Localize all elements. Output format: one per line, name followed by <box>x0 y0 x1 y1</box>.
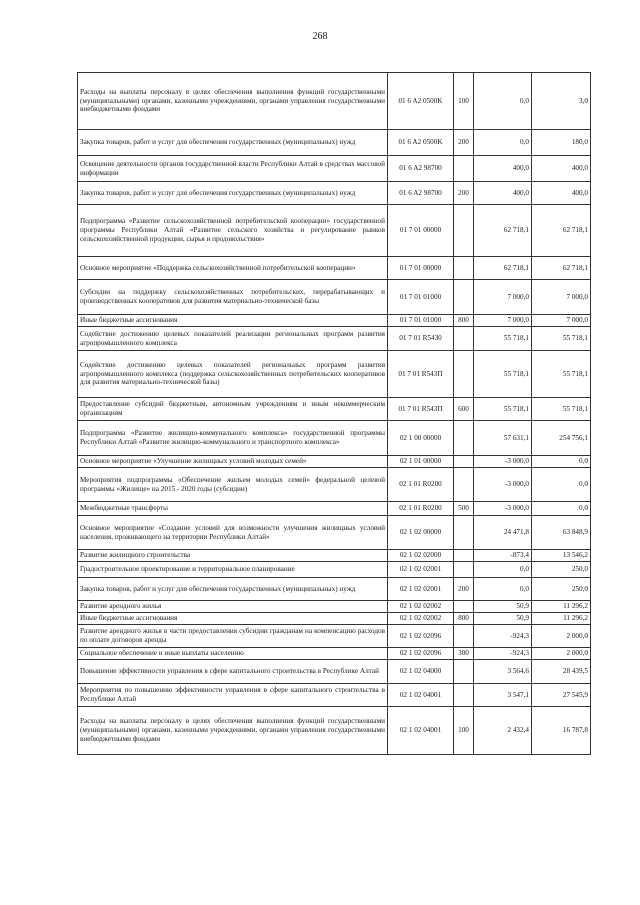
row-code-cell: 01 6 A2 0500K <box>388 73 454 130</box>
row-amount-1-cell: 0,0 <box>474 130 532 156</box>
row-name-cell: Развитие арендного жилья в части предоставления субсидии гражданам на компенсацию расходов по оплате договоров аренды <box>78 625 388 648</box>
row-name-cell: Расходы на выплаты персоналу в целях обеспечения выполнения функций государственными (муниципальными) органами, казенными учреждениями, органами управления государственными внебюджетными фондами <box>78 707 388 755</box>
row-expense-type-cell <box>454 601 474 613</box>
row-amount-1-cell: -3 000,0 <box>474 502 532 516</box>
table-row <box>78 707 591 755</box>
row-expense-type-cell <box>454 550 474 562</box>
row-amount-1-cell: 55 718,1 <box>474 327 532 351</box>
table-row <box>78 280 591 315</box>
row-amount-1-cell: 400,0 <box>474 182 532 205</box>
row-amount-2-cell: 16 787,8 <box>532 707 591 755</box>
row-name-cell: Расходы на выплаты персоналу в целях обеспечения выполнения функций государственными (муниципальными) органами, казенными учреждениями, органами управления государственными внебюджетными фондами <box>78 73 388 130</box>
row-expense-type-cell <box>454 684 474 707</box>
row-name-cell: Предоставление субсидий бюджетным, автономным учреждениям и иным некоммерческим организациям <box>78 398 388 421</box>
row-amount-2-cell: 11 296,2 <box>532 601 591 613</box>
row-amount-2-cell: 11 296,2 <box>532 613 591 625</box>
row-amount-2-cell: 7 000,0 <box>532 315 591 327</box>
row-name-cell: Субсидии на поддержку сельскохозяйственных потребительских, перерабатывающих и производственных кооперативов для развития материально-технической базы <box>78 280 388 315</box>
row-amount-2-cell: 0,0 <box>532 456 591 468</box>
row-code-cell: 02 1 02 02002 <box>388 601 454 613</box>
table-row <box>78 398 591 421</box>
table-row <box>78 562 591 578</box>
row-amount-1-cell: 7 000,0 <box>474 280 532 315</box>
row-amount-1-cell: 62 718,1 <box>474 257 532 280</box>
row-code-cell: 01 7 01 00000 <box>388 205 454 257</box>
table-row <box>78 327 591 351</box>
row-code-cell: 02 1 02 00000 <box>388 516 454 550</box>
row-expense-type-cell <box>454 516 474 550</box>
row-name-cell: Содействие достижению целевых показателей реализации региональных программ развития агропромышленного комплекса <box>78 327 388 351</box>
row-amount-2-cell: 0,0 <box>532 502 591 516</box>
row-expense-type-cell <box>454 205 474 257</box>
row-amount-1-cell: 2 432,4 <box>474 707 532 755</box>
row-amount-1-cell: -3 000,0 <box>474 468 532 502</box>
row-expense-type-cell: 200 <box>454 578 474 601</box>
row-name-cell: Содействие достижению целевых показателей региональных программ развития агропромышленного комплекса (поддержка сельскохозяйственных потребительских кооперативов для развития материально-технической базы) <box>78 351 388 398</box>
row-amount-1-cell: -873,4 <box>474 550 532 562</box>
row-expense-type-cell: 200 <box>454 182 474 205</box>
row-amount-1-cell: 55 718,1 <box>474 398 532 421</box>
row-code-cell: 01 6 A2 98700 <box>388 182 454 205</box>
table-row <box>78 130 591 156</box>
table-row <box>78 502 591 516</box>
row-amount-2-cell: 250,0 <box>532 578 591 601</box>
row-expense-type-cell <box>454 456 474 468</box>
table-row <box>78 601 591 613</box>
row-expense-type-cell <box>454 562 474 578</box>
row-expense-type-cell <box>454 156 474 182</box>
row-name-cell: Повышение эффективности управления в сфере капитального строительства в Республике Алтай <box>78 660 388 684</box>
row-amount-1-cell: -3 000,0 <box>474 456 532 468</box>
row-code-cell: 01 6 A2 98700 <box>388 156 454 182</box>
row-code-cell: 01 6 A2 0500K <box>388 130 454 156</box>
row-amount-2-cell: 62 718,1 <box>532 257 591 280</box>
table-row <box>78 613 591 625</box>
row-amount-1-cell: 3 547,1 <box>474 684 532 707</box>
row-expense-type-cell: 200 <box>454 130 474 156</box>
row-code-cell: 02 1 00 00000 <box>388 421 454 456</box>
row-code-cell: 02 1 02 02096 <box>388 625 454 648</box>
row-amount-2-cell: 400,0 <box>532 156 591 182</box>
table-row <box>78 73 591 130</box>
row-amount-2-cell: 400,0 <box>532 182 591 205</box>
table-row <box>78 468 591 502</box>
table-row <box>78 156 591 182</box>
row-name-cell: Закупка товаров, работ и услуг для обеспечения государственных (муниципальных) нужд <box>78 130 388 156</box>
row-expense-type-cell: 300 <box>454 648 474 660</box>
row-expense-type-cell <box>454 421 474 456</box>
table-row <box>78 182 591 205</box>
budget-table-body <box>78 73 591 755</box>
row-amount-1-cell: 0,0 <box>474 578 532 601</box>
row-name-cell: Основное мероприятие «Улучшение жилищных условий молодых семей» <box>78 456 388 468</box>
row-amount-2-cell: 0,0 <box>532 468 591 502</box>
row-expense-type-cell <box>454 625 474 648</box>
row-expense-type-cell <box>454 280 474 315</box>
table-row <box>78 660 591 684</box>
row-code-cell: 02 1 02 02001 <box>388 578 454 601</box>
row-amount-2-cell: 28 439,5 <box>532 660 591 684</box>
table-row <box>78 257 591 280</box>
row-amount-1-cell: 0,0 <box>474 73 532 130</box>
table-row <box>78 684 591 707</box>
row-amount-2-cell: 2 000,0 <box>532 625 591 648</box>
row-amount-1-cell: 50,9 <box>474 613 532 625</box>
table-row <box>78 351 591 398</box>
row-expense-type-cell: 100 <box>454 707 474 755</box>
row-amount-1-cell: 7 000,0 <box>474 315 532 327</box>
row-amount-1-cell: 0,0 <box>474 562 532 578</box>
row-amount-2-cell: 7 000,0 <box>532 280 591 315</box>
row-name-cell: Основное мероприятие «Создание условий для возможности улучшения жилищных условий населения, проживающего на территории Республики Алтай» <box>78 516 388 550</box>
row-amount-2-cell: 2 000,0 <box>532 648 591 660</box>
row-name-cell: Подпрограмма «Развитие жилищно-коммунального комплекса» государственной программы Республики Алтай «Развитие жилищно-коммунального и транспортного комплекса» <box>78 421 388 456</box>
row-code-cell: 01 7 01 01000 <box>388 280 454 315</box>
table-row <box>78 315 591 327</box>
row-amount-2-cell: 3,0 <box>532 73 591 130</box>
row-expense-type-cell: 100 <box>454 73 474 130</box>
row-expense-type-cell: 800 <box>454 315 474 327</box>
table-row <box>78 648 591 660</box>
row-name-cell: Закупка товаров, работ и услуг для обеспечения государственных (муниципальных) нужд <box>78 578 388 601</box>
row-code-cell: 02 1 02 04001 <box>388 684 454 707</box>
row-amount-2-cell: 55 718,1 <box>532 398 591 421</box>
row-amount-2-cell: 13 546,2 <box>532 550 591 562</box>
row-amount-1-cell: 400,0 <box>474 156 532 182</box>
row-name-cell: Социальное обеспечение и иные выплаты населению <box>78 648 388 660</box>
row-expense-type-cell: 800 <box>454 613 474 625</box>
row-code-cell: 02 1 01 00000 <box>388 456 454 468</box>
table-row <box>78 516 591 550</box>
row-amount-2-cell: 62 718,1 <box>532 205 591 257</box>
table-row <box>78 550 591 562</box>
row-code-cell: 01 7 01 00000 <box>388 257 454 280</box>
row-amount-1-cell: 3 564,6 <box>474 660 532 684</box>
row-amount-1-cell: 50,9 <box>474 601 532 613</box>
row-amount-2-cell: 55 718,1 <box>532 351 591 398</box>
row-name-cell: Межбюджетные трансферты <box>78 502 388 516</box>
row-amount-1-cell: -924,3 <box>474 625 532 648</box>
row-amount-1-cell: 57 631,1 <box>474 421 532 456</box>
row-code-cell: 01 7 01 R5430 <box>388 327 454 351</box>
row-code-cell: 01 7 01 R543П <box>388 351 454 398</box>
table-row <box>78 578 591 601</box>
row-amount-1-cell: -924,3 <box>474 648 532 660</box>
table-row <box>78 205 591 257</box>
row-expense-type-cell <box>454 660 474 684</box>
row-expense-type-cell <box>454 351 474 398</box>
table-row <box>78 625 591 648</box>
budget-table <box>77 72 591 755</box>
row-amount-1-cell: 62 718,1 <box>474 205 532 257</box>
row-amount-2-cell: 250,0 <box>532 562 591 578</box>
row-name-cell: Развитие арендного жилья <box>78 601 388 613</box>
row-amount-2-cell: 63 848,9 <box>532 516 591 550</box>
row-code-cell: 02 1 02 02001 <box>388 562 454 578</box>
row-name-cell: Закупка товаров, работ и услуг для обеспечения государственных (муниципальных) нужд <box>78 182 388 205</box>
row-code-cell: 02 1 01 R0200 <box>388 502 454 516</box>
row-name-cell: Основное мероприятие «Поддержка сельскохозяйственной потребительской кооперации» <box>78 257 388 280</box>
row-name-cell: Мероприятия подпрограммы «Обеспечение жильем молодых семей» федеральной целевой программы «Жилище» на 2015 - 2020 годы (субсидии) <box>78 468 388 502</box>
row-expense-type-cell <box>454 257 474 280</box>
row-code-cell: 01 7 01 01000 <box>388 315 454 327</box>
row-amount-1-cell: 55 718,1 <box>474 351 532 398</box>
row-amount-1-cell: 24 471,8 <box>474 516 532 550</box>
row-code-cell: 01 7 01 R543П <box>388 398 454 421</box>
row-name-cell: Градостроительное проектирование и территориальное планирование <box>78 562 388 578</box>
row-code-cell: 02 1 02 02096 <box>388 648 454 660</box>
row-name-cell: Подпрограмма «Развитие сельскохозяйственной потребительской кооперации» государственной программы Республики Алтай «Развитие сельского хозяйства и регулирование рынков сельскохозяйственной продукции, сырья и продовольствия» <box>78 205 388 257</box>
row-expense-type-cell <box>454 327 474 351</box>
row-name-cell: Освещение деятельности органов государственной власти Республики Алтай в средствах массовой информации <box>78 156 388 182</box>
row-code-cell: 02 1 02 04001 <box>388 707 454 755</box>
table-row <box>78 456 591 468</box>
row-name-cell: Иные бюджетные ассигнования <box>78 613 388 625</box>
row-code-cell: 02 1 02 04000 <box>388 660 454 684</box>
table-row <box>78 421 591 456</box>
row-code-cell: 02 1 02 02000 <box>388 550 454 562</box>
row-expense-type-cell: 500 <box>454 502 474 516</box>
row-expense-type-cell <box>454 468 474 502</box>
page-number: 268 <box>312 31 328 42</box>
row-amount-2-cell: 254 756,1 <box>532 421 591 456</box>
row-amount-2-cell: 180,0 <box>532 130 591 156</box>
row-name-cell: Мероприятия по повышению эффективности управления в сфере капитального строительства в Республике Алтай <box>78 684 388 707</box>
row-name-cell: Иные бюджетные ассигнования <box>78 315 388 327</box>
row-name-cell: Развитие жилищного строительства <box>78 550 388 562</box>
row-code-cell: 02 1 02 02002 <box>388 613 454 625</box>
row-expense-type-cell: 600 <box>454 398 474 421</box>
row-amount-2-cell: 55 718,1 <box>532 327 591 351</box>
row-code-cell: 02 1 01 R0200 <box>388 468 454 502</box>
row-amount-2-cell: 27 545,9 <box>532 684 591 707</box>
